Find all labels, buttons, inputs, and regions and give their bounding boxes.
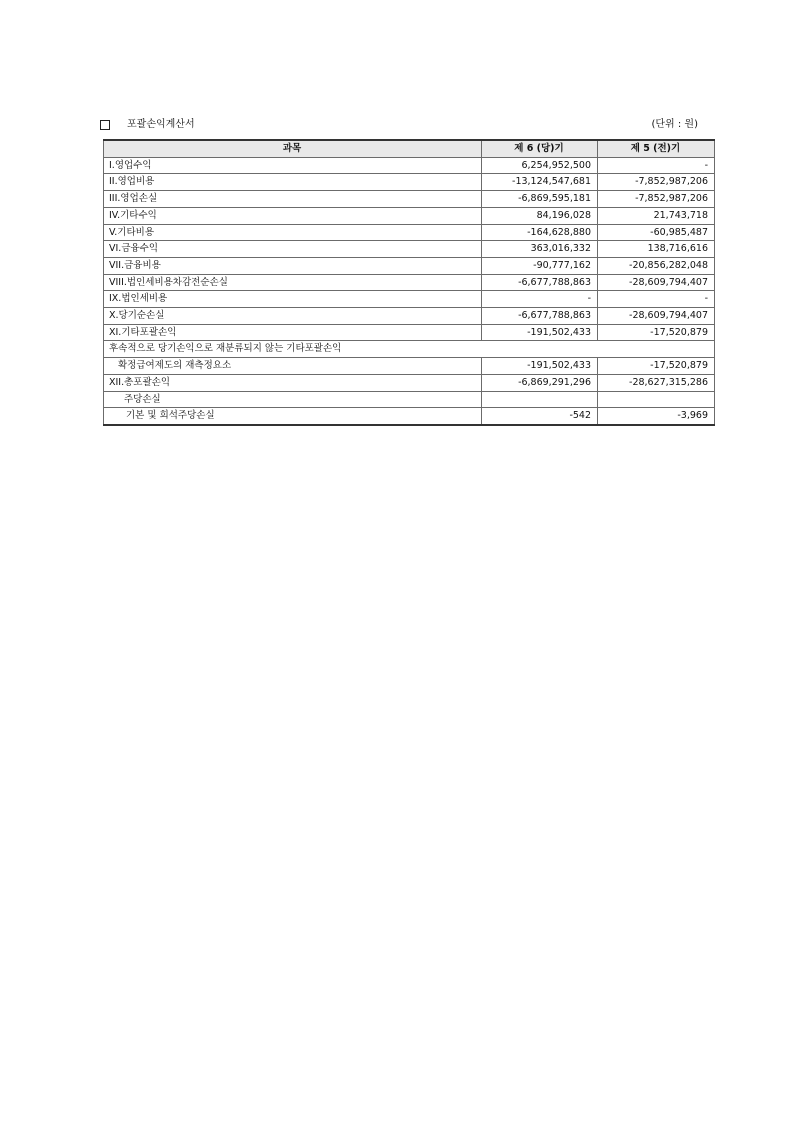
table-header-row bbox=[104, 140, 715, 157]
previous-value bbox=[598, 391, 715, 408]
document-title: 포괄손익계산서 bbox=[127, 119, 195, 130]
checkbox-icon[interactable] bbox=[100, 120, 110, 130]
row-label: VI.금융수익 bbox=[104, 241, 482, 258]
previous-value: -7,852,987,206 bbox=[598, 191, 715, 208]
previous-value: -60,985,487 bbox=[598, 224, 715, 241]
table-row bbox=[104, 374, 715, 391]
previous-value: -7,852,987,206 bbox=[598, 174, 715, 191]
previous-value: - bbox=[598, 157, 715, 174]
current-value: -542 bbox=[482, 408, 598, 425]
previous-value: -17,520,879 bbox=[598, 358, 715, 375]
table-row bbox=[104, 391, 715, 408]
row-label: 확정급여제도의 재측정요소 bbox=[104, 358, 482, 375]
current-value: -13,124,547,681 bbox=[482, 174, 598, 191]
table-row bbox=[104, 207, 715, 224]
row-label: V.기타비용 bbox=[104, 224, 482, 241]
column-header-current-period: 제 6 (당)기 bbox=[482, 140, 598, 157]
current-value: -191,502,433 bbox=[482, 358, 598, 375]
table-row bbox=[104, 408, 715, 425]
current-value: - bbox=[482, 291, 598, 308]
column-header-previous-period: 제 5 (전)기 bbox=[598, 140, 715, 157]
previous-value: - bbox=[598, 291, 715, 308]
previous-value: 21,743,718 bbox=[598, 207, 715, 224]
current-value: -6,677,788,863 bbox=[482, 308, 598, 325]
previous-value: -20,856,282,048 bbox=[598, 257, 715, 274]
row-label: 기본 및 희석주당손실 bbox=[104, 408, 482, 425]
table-row bbox=[104, 308, 715, 325]
row-label: II.영업비용 bbox=[104, 174, 482, 191]
row-label: VIII.법인세비용차감전순손실 bbox=[104, 274, 482, 291]
table-row bbox=[104, 324, 715, 341]
column-header-account: 과목 bbox=[104, 140, 482, 157]
table-row bbox=[104, 157, 715, 174]
table-row bbox=[104, 241, 715, 258]
row-label: VII.금융비용 bbox=[104, 257, 482, 274]
previous-value: 138,716,616 bbox=[598, 241, 715, 258]
table-row bbox=[104, 224, 715, 241]
section-heading-row bbox=[104, 341, 715, 358]
current-value: -6,677,788,863 bbox=[482, 274, 598, 291]
previous-value: -28,627,315,286 bbox=[598, 374, 715, 391]
row-label: IX.법인세비용 bbox=[104, 291, 482, 308]
row-label: I.영업수익 bbox=[104, 157, 482, 174]
table-row bbox=[104, 358, 715, 375]
row-label: IV.기타수익 bbox=[104, 207, 482, 224]
current-value: 363,016,332 bbox=[482, 241, 598, 258]
income-statement-table bbox=[103, 139, 715, 426]
current-value: 84,196,028 bbox=[482, 207, 598, 224]
current-value: 6,254,952,500 bbox=[482, 157, 598, 174]
current-value bbox=[482, 391, 598, 408]
table-row bbox=[104, 274, 715, 291]
current-value: -164,628,880 bbox=[482, 224, 598, 241]
previous-value: -3,969 bbox=[598, 408, 715, 425]
section-heading: 후속적으로 당기손익으로 재분류되지 않는 기타포괄손익 bbox=[104, 341, 715, 358]
row-label: XI.기타포괄손익 bbox=[104, 324, 482, 341]
row-label: 주당손실 bbox=[104, 391, 482, 408]
previous-value: -28,609,794,407 bbox=[598, 308, 715, 325]
row-label: XII.총포괄손익 bbox=[104, 374, 482, 391]
table-row bbox=[104, 174, 715, 191]
row-label: X.당기순손실 bbox=[104, 308, 482, 325]
previous-value: -17,520,879 bbox=[598, 324, 715, 341]
statement-header bbox=[100, 117, 700, 133]
table-row bbox=[104, 191, 715, 208]
row-label: III.영업손실 bbox=[104, 191, 482, 208]
current-value: -191,502,433 bbox=[482, 324, 598, 341]
previous-value: -28,609,794,407 bbox=[598, 274, 715, 291]
table-row bbox=[104, 257, 715, 274]
unit-label: (단위 : 원) bbox=[651, 119, 698, 130]
current-value: -6,869,291,296 bbox=[482, 374, 598, 391]
current-value: -6,869,595,181 bbox=[482, 191, 598, 208]
current-value: -90,777,162 bbox=[482, 257, 598, 274]
table-row bbox=[104, 291, 715, 308]
